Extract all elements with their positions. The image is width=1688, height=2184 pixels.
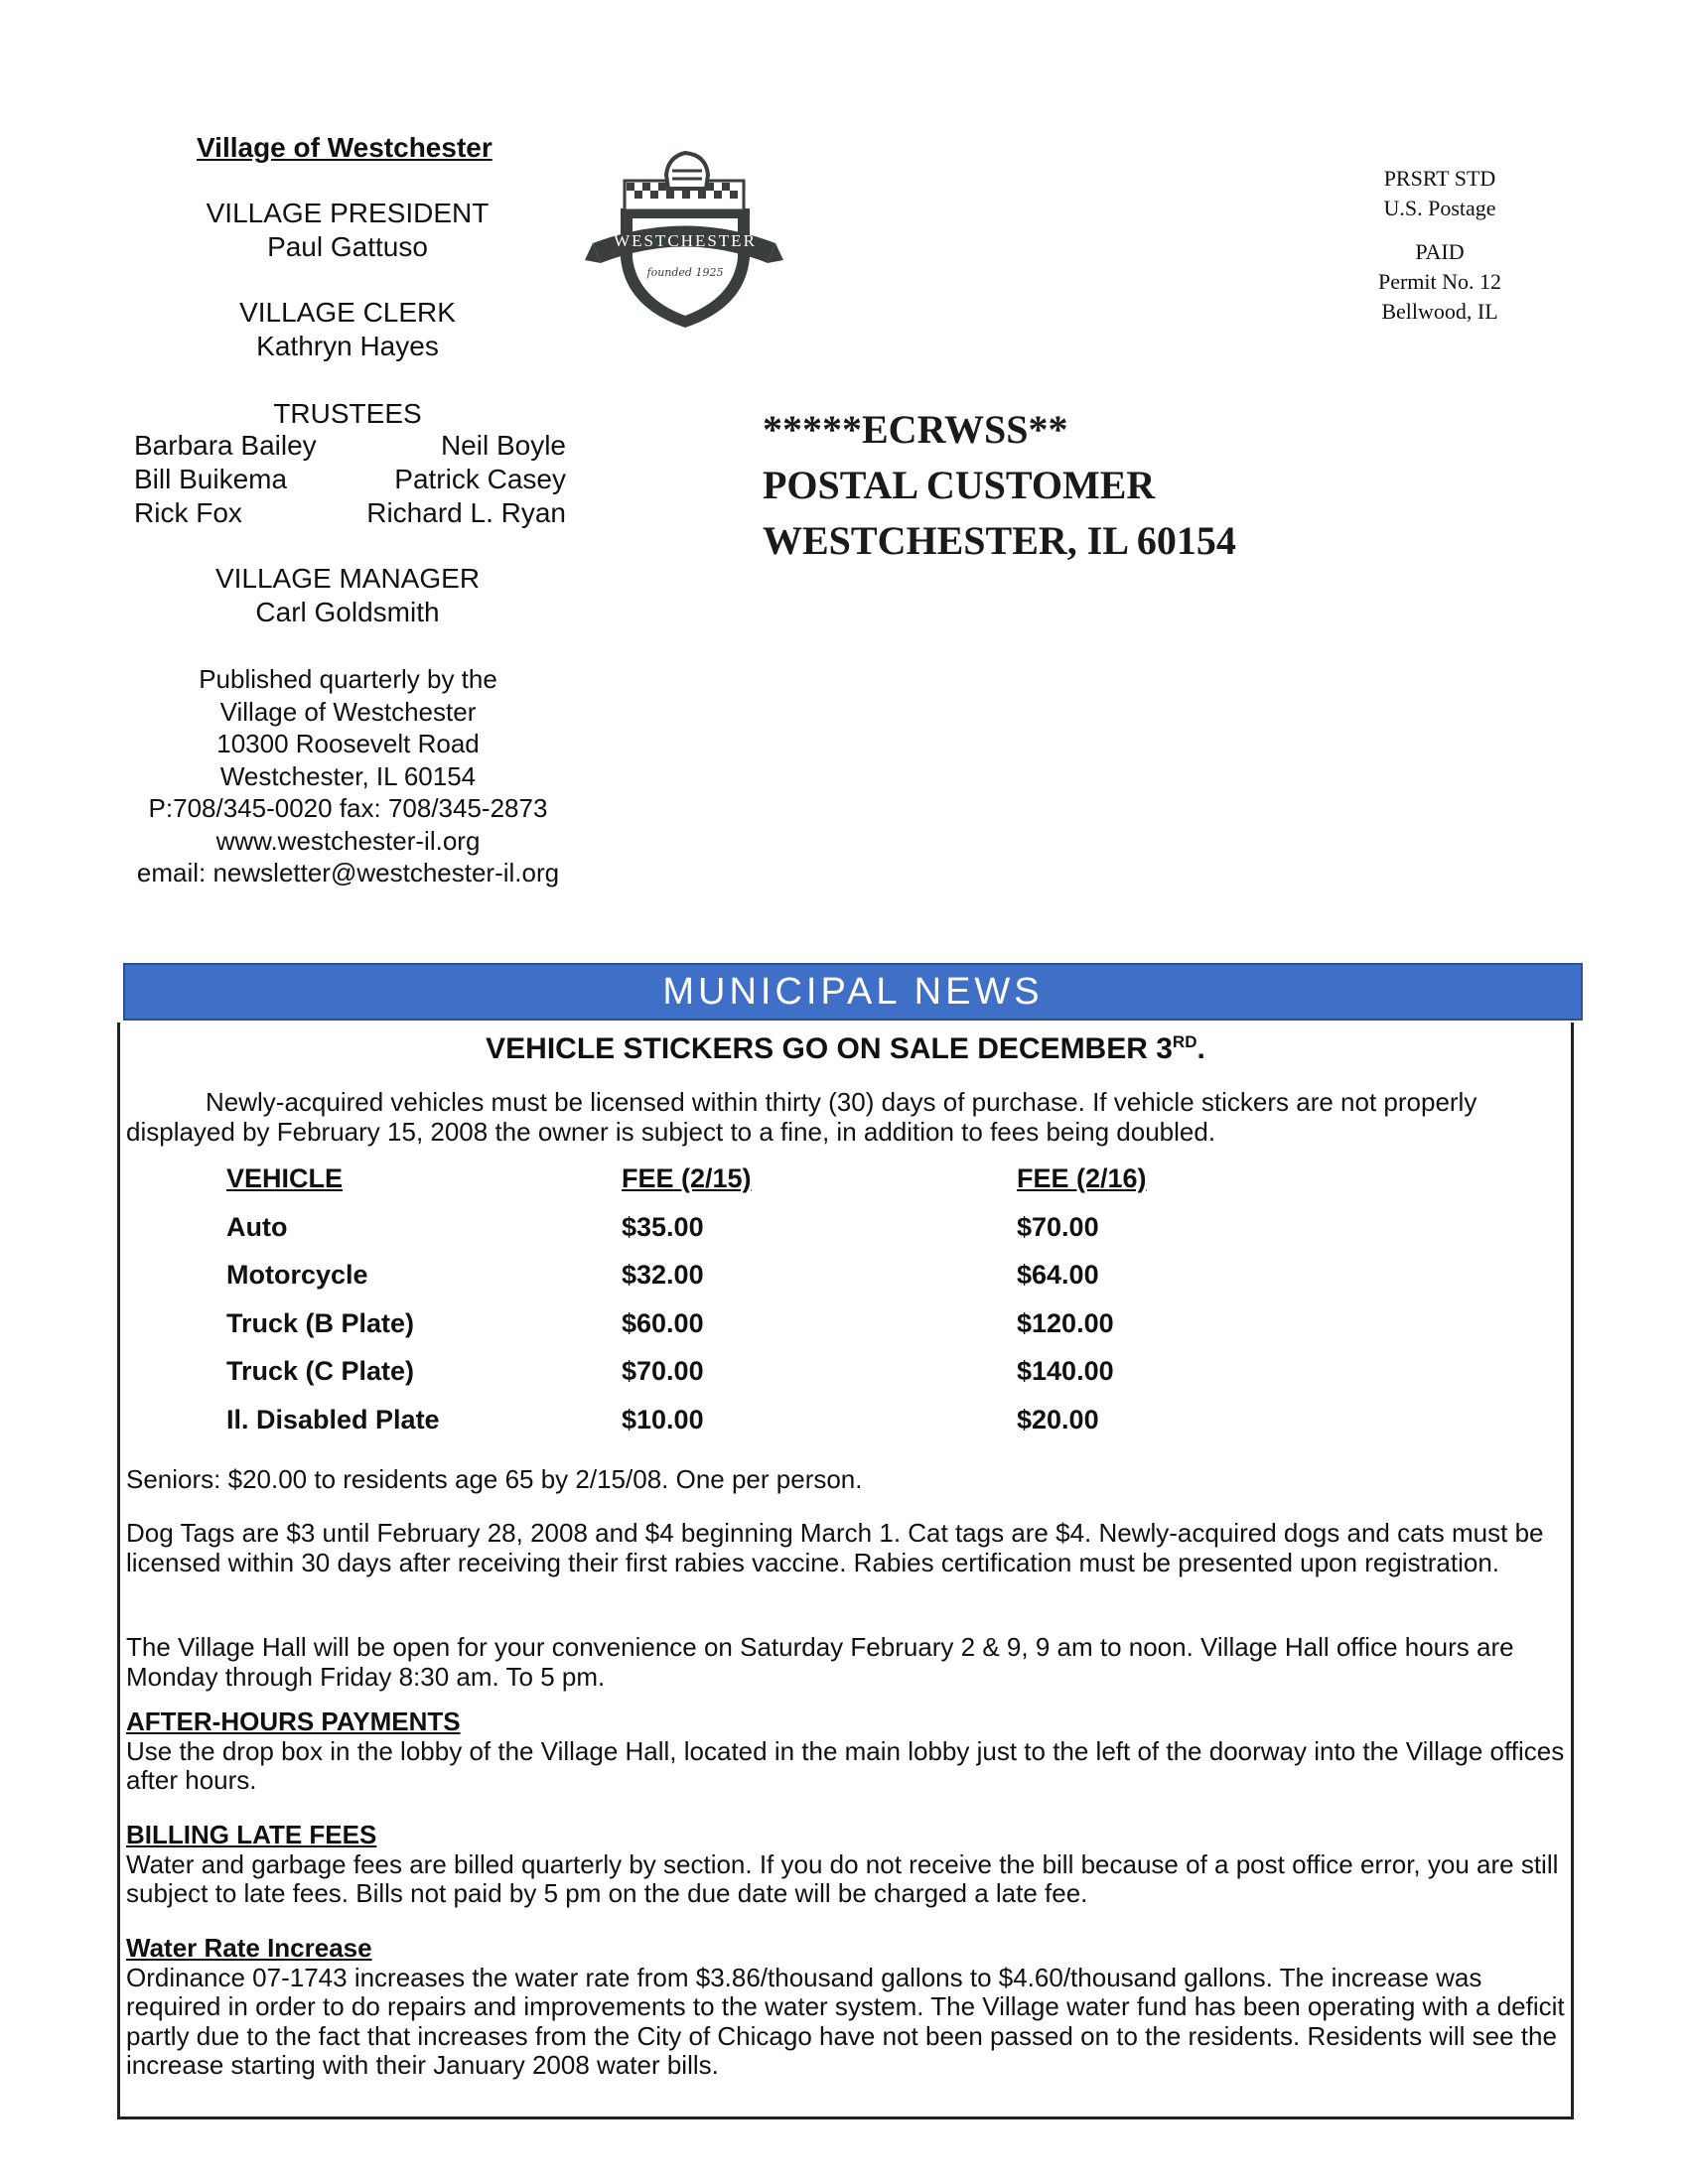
president-role: VILLAGE PRESIDENT	[206, 198, 490, 228]
fee-cell: $32.00	[622, 1260, 704, 1290]
vehicle-cell: Truck (B Plate)	[226, 1307, 415, 1338]
fee-table	[226, 1163, 1319, 1452]
after-hours-title: AFTER-HOURS PAYMENTS	[126, 1706, 461, 1736]
fee-cell: $20.00	[1017, 1404, 1099, 1434]
headline-period: .	[1196, 1032, 1205, 1065]
late-fees-section	[126, 1821, 1566, 1909]
publisher-line: Village of Westchester	[219, 696, 477, 727]
fee-row	[226, 1405, 1319, 1453]
trustees-row	[134, 463, 566, 496]
president-block	[129, 197, 566, 264]
fee-cell: $64.00	[1017, 1260, 1099, 1290]
publisher-line: 10300 Roosevelt Road	[216, 729, 480, 758]
trustee-name: Barbara Bailey	[134, 430, 317, 461]
late-fees-text: Water and garbage fees are billed quarterly by section. If you do not receive the bill because of a post office error, you are still subject to late fees. Bills not paid by 5 pm on the due date will be charged a late fee.	[126, 1848, 1559, 1908]
mailing-address	[763, 402, 1236, 569]
seniors-note: Seniors: $20.00 to residents age 65 by 2/15/08. One per person.	[126, 1464, 863, 1494]
logo-banner-text: WESTCHESTER	[614, 231, 757, 250]
trustees-row	[134, 496, 566, 530]
address-line: *****ECRWSS**	[763, 407, 1068, 452]
address-line: WESTCHESTER, IL 60154	[763, 518, 1236, 563]
village-hall-hours: The Village Hall will be open for your convenience on Saturday February 2 & 9, 9 am to noon. Village Hall office hours are Monday through Friday 8:30 am. To 5 pm.	[126, 1632, 1514, 1692]
publisher-line: P:708/345-0020 fax: 708/345-2873	[148, 793, 548, 823]
postage-line: PAID	[1415, 239, 1465, 264]
trustees-list	[134, 429, 566, 530]
vehicle-cell: Il. Disabled Plate	[226, 1404, 440, 1434]
headline-superscript: RD	[1172, 1032, 1197, 1051]
fee-row	[226, 1212, 1319, 1261]
westchester-logo	[581, 149, 784, 333]
manager-name: Carl Goldsmith	[255, 597, 440, 627]
manager-role: VILLAGE MANAGER	[214, 563, 481, 594]
water-rate-section	[126, 1934, 1566, 2081]
late-fees-title: BILLING LATE FEES	[126, 1820, 377, 1849]
fee-cell: $70.00	[622, 1356, 704, 1386]
column-header: FEE (2/15)	[622, 1163, 752, 1193]
fee-cell: $70.00	[1017, 1211, 1099, 1242]
after-hours-section	[126, 1707, 1566, 1796]
logo-founded-text: founded 1925	[646, 266, 724, 279]
municipal-news-banner: MUNICIPAL NEWS	[123, 963, 1583, 1021]
clerk-name: Kathryn Hayes	[256, 331, 439, 361]
manager-block	[129, 562, 566, 629]
water-rate-text: Ordinance 07-1743 increases the water rate from $3.86/thousand gallons to $4.60/thousand gallons. The increase was required in order to do repairs and improvements to the water system. The Village water fund has been operating with a deficit partly due to the fact that increases from the City of Chicago have not been passed on to the residents. Residents will see the increase starting with their January 2008 water bills.	[126, 1962, 1565, 2080]
column-header: VEHICLE	[226, 1163, 344, 1193]
postage-line: U.S. Postage	[1383, 196, 1496, 220]
dog-tags-note: Dog Tags are $3 until February 28, 2008 and $4 beginning March 1. Cat tags are $4. Newly-acquired dogs and cats must be licensed within 30 days after receiving their first rabies vaccine. Rabies certification must be presented upon registration.	[126, 1518, 1544, 1577]
village-title: Village of Westchester	[197, 132, 492, 163]
postage-line: Permit No. 12	[1377, 269, 1502, 294]
fee-cell: $10.00	[622, 1404, 704, 1434]
publisher-info	[117, 663, 579, 889]
fee-cell: $140.00	[1017, 1356, 1114, 1386]
address-line: POSTAL CUSTOMER	[763, 463, 1156, 507]
postage-line: PRSRT STD	[1383, 166, 1496, 191]
postage-line: Bellwood, IL	[1381, 299, 1498, 324]
trustee-name: Richard L. Ryan	[366, 497, 566, 528]
vehicle-intro: Newly-acquired vehicles must be licensed within thirty (30) days of purchase. If vehicle stickers are not properly displayed by February 15, 2008 the owner is subject to a fine, in addition to fees being doubled.	[126, 1087, 1477, 1147]
president-name: Paul Gattuso	[267, 231, 428, 262]
trustee-name: Rick Fox	[134, 497, 242, 528]
trustees-heading	[129, 397, 566, 431]
trustees-role: TRUSTEES	[273, 398, 422, 429]
fee-table-header	[226, 1163, 1319, 1212]
trustee-name: Patrick Casey	[394, 464, 566, 494]
vehicle-cell: Auto	[226, 1211, 288, 1242]
clerk-role: VILLAGE CLERK	[239, 297, 456, 328]
fee-row	[226, 1356, 1319, 1405]
fee-row	[226, 1308, 1319, 1357]
fee-cell: $60.00	[622, 1307, 704, 1338]
email-link[interactable]: email: newsletter@westchester-il.org	[136, 858, 560, 887]
column-header: FEE (2/16)	[1017, 1163, 1147, 1193]
fee-cell: $120.00	[1017, 1307, 1114, 1338]
vehicle-cell: Motorcycle	[226, 1260, 368, 1290]
clerk-block	[129, 296, 566, 363]
vehicle-cell: Truck (C Plate)	[226, 1356, 415, 1386]
trustees-row	[134, 429, 566, 463]
news-headline	[117, 1032, 1574, 1066]
postage-indicia	[1331, 164, 1549, 327]
water-rate-title: Water Rate Increase	[126, 1933, 372, 1963]
publisher-line: Westchester, IL 60154	[219, 760, 477, 791]
shield-crest-icon	[581, 149, 784, 333]
after-hours-text: Use the drop box in the lobby of the Village Hall, located in the main lobby just to the left of the doorway into the Village offices after hours.	[126, 1735, 1565, 1795]
publisher-line: Published quarterly by the	[199, 664, 497, 694]
headline-text: VEHICLE STICKERS GO ON SALE DECEMBER 3	[486, 1032, 1173, 1065]
fee-row	[226, 1260, 1319, 1308]
website-link[interactable]: www.westchester-il.org	[215, 825, 481, 856]
trustee-name: Bill Buikema	[134, 464, 288, 494]
fee-cell: $35.00	[622, 1211, 704, 1242]
trustee-name: Neil Boyle	[440, 430, 566, 461]
